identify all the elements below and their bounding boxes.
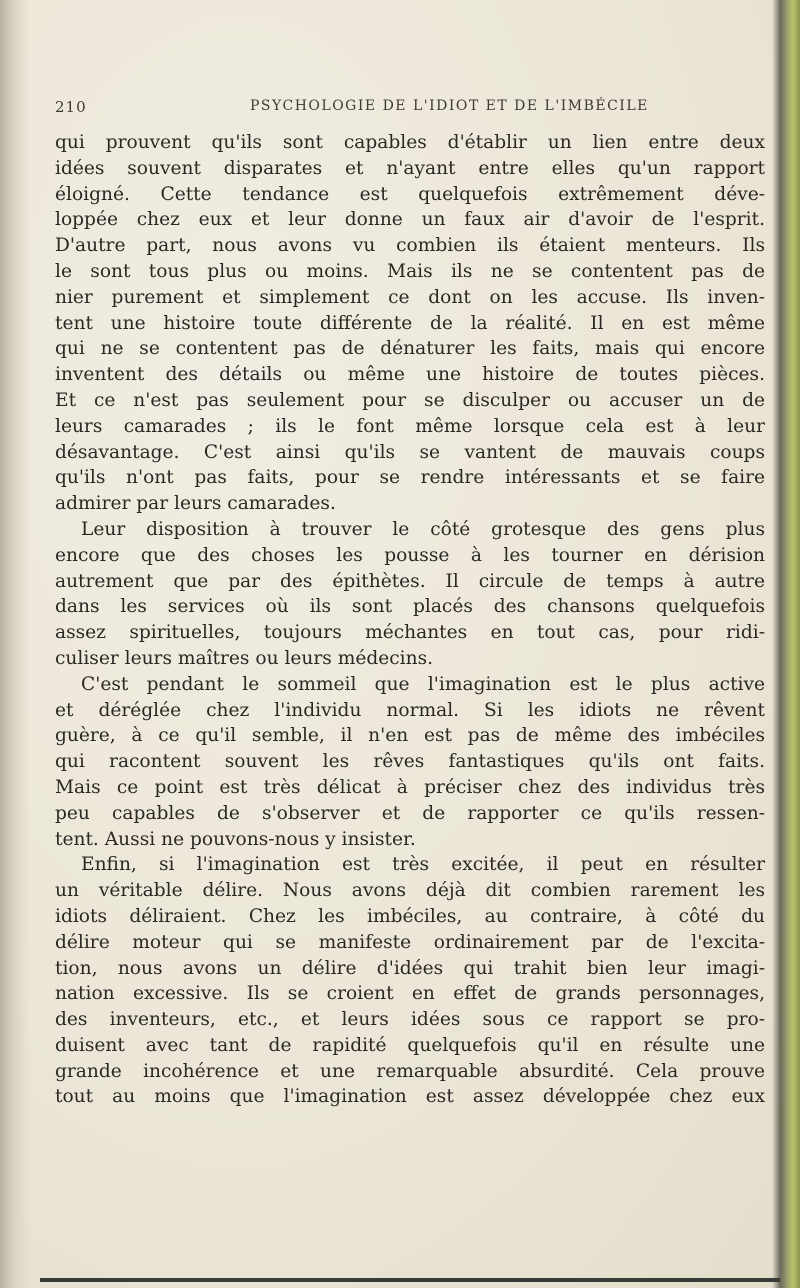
page-gutter-shadow [0, 0, 30, 1288]
text-line: nation excessive. Ils se croient en effet de grands personnages, [55, 983, 765, 1005]
text-line: Mais ce point est très délicat à préciser chez des individus très [55, 776, 765, 798]
text-line: désavantage. C'est ainsi qu'ils se vantent de mauvais coups [55, 441, 765, 463]
text-line: dans les services où ils sont placés des chansons quelquefois [55, 596, 765, 618]
text-line: qu'ils n'ont pas faits, pour se rendre intéressants et se faire [55, 467, 765, 489]
text-line: D'autre part, nous avons vu combien ils étaient menteurs. Ils [55, 235, 765, 257]
text-line: Et ce n'est pas seulement pour se disculper ou accuser un de [55, 389, 765, 411]
text-line: des inventeurs, etc., et leurs idées sous ce rapport se pro- [55, 1009, 765, 1031]
text-line: assez spirituelles, toujours méchantes en tout cas, pour ridi- [55, 622, 765, 644]
text-line: peu capables de s'observer et de rapporter ce qu'ils ressen- [55, 802, 765, 824]
text-line: qui ne se contentent pas de dénaturer les faits, mais qui encore [55, 338, 765, 360]
body-text [55, 130, 765, 1110]
page-header [55, 98, 755, 124]
text-line: le sont tous plus ou moins. Mais ils ne se contentent pas de [55, 260, 765, 282]
text-line: nier purement et simplement ce dont on les accuse. Ils inven- [55, 286, 765, 308]
running-title: PSYCHOLOGIE DE L'IDIOT ET DE L'IMBÉCILE [250, 98, 649, 114]
text-line: C'est pendant le sommeil que l'imagination est le plus active [81, 673, 765, 695]
text-line: délire moteur qui se manifeste ordinairement par de l'excita- [55, 931, 765, 953]
text-line: autrement que par des épithètes. Il circule de temps à autre [55, 570, 765, 592]
text-line: guère, à ce qu'il semble, il n'en est pas de même des imbéciles [55, 725, 765, 747]
text-line: loppée chez eux et leur donne un faux air d'avoir de l'esprit. [55, 209, 765, 231]
text-line: tion, nous avons un délire d'idées qui trahit bien leur imagi- [55, 957, 765, 979]
text-line: tent une histoire toute différente de la réalité. Il en est même [55, 312, 765, 334]
page-edge [772, 0, 800, 1288]
text-line: Leur disposition à trouver le côté grotesque des gens plus [81, 518, 765, 540]
text-line: leurs camarades ; ils le font même lorsque cela est à leur [55, 415, 765, 437]
text-line: inventent des détails ou même une histoire de toutes pièces. [55, 364, 765, 386]
text-line: admirer par leurs camarades. [55, 493, 336, 515]
page-bottom-rule [40, 1278, 780, 1282]
text-line: qui prouvent qu'ils sont capables d'établir un lien entre deux [55, 132, 765, 153]
text-line: tent. Aussi ne pouvons-nous y insister. [55, 828, 416, 850]
text-line: qui racontent souvent les rêves fantastiques qu'ils ont faits. [55, 751, 765, 773]
text-line: un véritable délire. Nous avons déjà dit combien rarement les [55, 880, 765, 902]
text-line: culiser leurs maîtres ou leurs médecins. [55, 647, 434, 669]
text-line: et déréglée chez l'individu normal. Si les idiots ne rêvent [55, 699, 765, 721]
text-line: encore que des choses les pousse à les tourner en dérision [55, 544, 765, 566]
text-line: idiots déliraient. Chez les imbéciles, au contraire, à côté du [55, 905, 765, 927]
text-line: idées souvent disparates et n'ayant entre elles qu'un rapport [55, 157, 765, 179]
text-line: tout au moins que l'imagination est assez développée chez eux [55, 1086, 765, 1108]
text-line: grande incohérence et une remarquable absurdité. Cela prouve [55, 1060, 765, 1082]
text-line: Enfin, si l'imagination est très excitée, il peut en résulter [81, 854, 765, 876]
page-number: 210 [55, 98, 87, 116]
text-line: duisent avec tant de rapidité quelquefois qu'il en résulte une [55, 1034, 765, 1056]
text-line: éloigné. Cette tendance est quelquefois extrêmement déve- [55, 183, 765, 205]
